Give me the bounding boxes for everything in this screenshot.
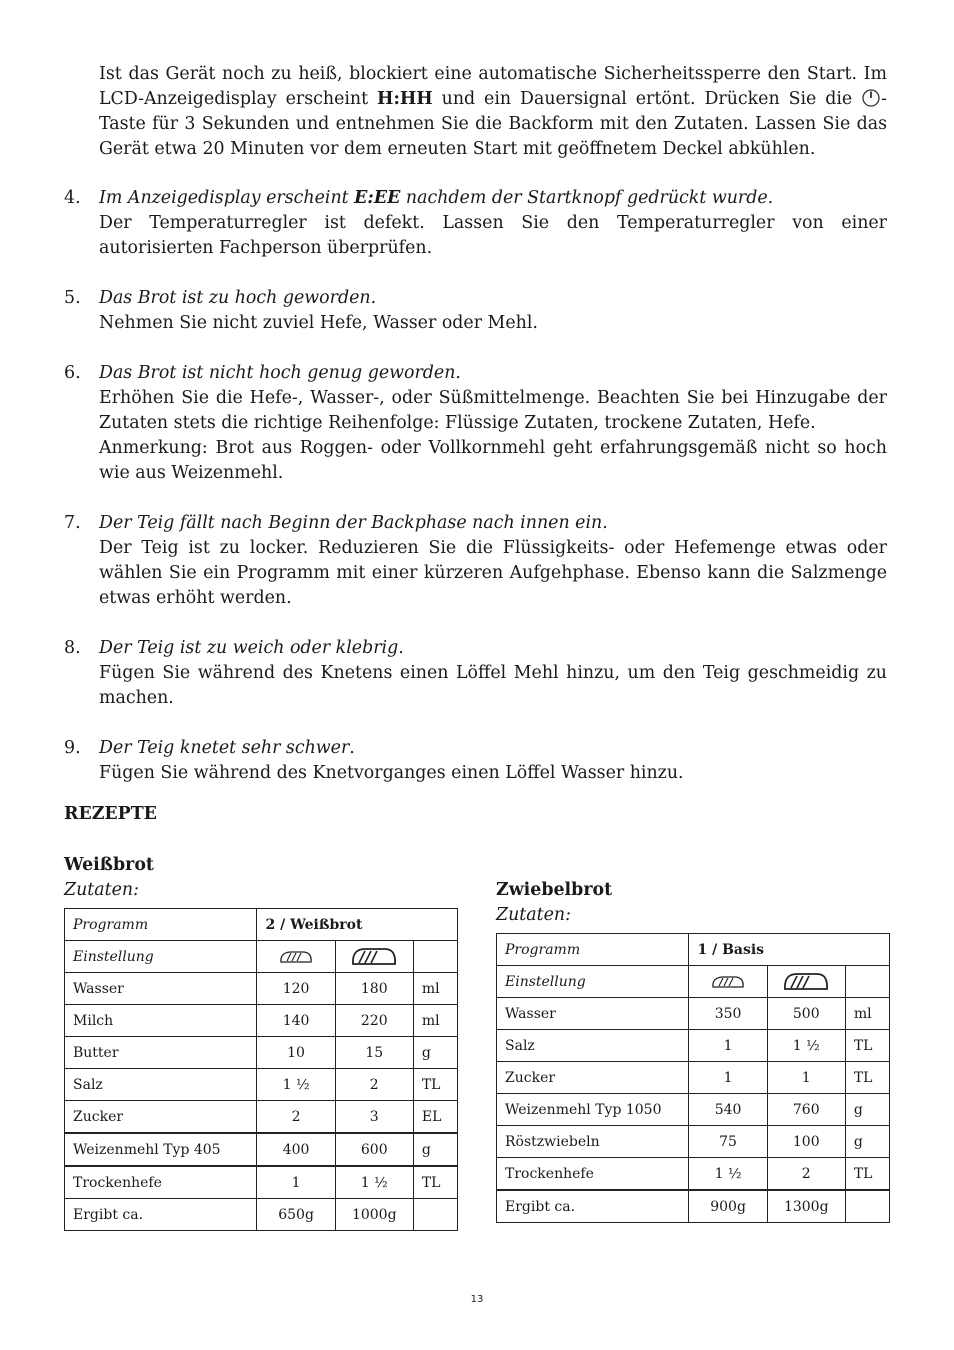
table-row [497, 1190, 890, 1223]
faq-answer: Erhöhen Sie die Hefe-, Wasser-, oder Süßmittelmenge. Beachten Sie bei Hinzugabe der Zutaten stets die richtige Reihenfolge: Flüssige Zutaten, trockene Zutaten, Hefe. [99, 388, 887, 433]
table-row [65, 941, 458, 973]
faq-answer: Der Teig ist zu locker. Reduzieren Sie die Flüssigkeits- oder Hefemenge etwas oder wählen Sie ein Programm mit einer kürzeren Aufgehphase. Ebenso kann die Salzmenge etwas erhöht werden. [99, 538, 887, 608]
amount-large: 1 ½ [335, 1166, 413, 1199]
ingredient-name: Ergibt ca. [65, 1199, 257, 1231]
table-row [65, 909, 458, 941]
recipe-weissbrot [64, 853, 458, 1231]
ingredient-name: Trockenhefe [65, 1166, 257, 1199]
amount-large: 500 [767, 998, 845, 1030]
amount-unit: g [413, 1037, 457, 1069]
ingredient-name: Trockenhefe [497, 1158, 689, 1191]
faq-question: Der Teig ist zu weich oder klebrig. [99, 638, 404, 658]
table-row [65, 1037, 458, 1069]
recipe-subtitle: Zutaten: [496, 905, 571, 925]
amount-small: 1 [689, 1030, 767, 1062]
page-number: 13 [470, 1294, 484, 1305]
amount-small: 350 [689, 998, 767, 1030]
faq-number: 4. [64, 188, 81, 208]
setting-label: Einstellung [65, 941, 257, 973]
large-loaf-icon [782, 971, 830, 993]
setting-small [689, 966, 767, 998]
amount-unit: g [413, 1133, 457, 1166]
setting-label: Einstellung [497, 966, 689, 998]
ingredient-name: Salz [497, 1030, 689, 1062]
faq-number: 5. [64, 288, 81, 308]
faq-item-5 [64, 286, 887, 336]
table-row [497, 1126, 890, 1158]
faq-question-text: Der Teig knetet sehr schwer [99, 738, 350, 758]
amount-small: 1 [257, 1166, 335, 1199]
faq-number: 6. [64, 363, 81, 383]
table-row [65, 1101, 458, 1134]
faq-item-9 [64, 736, 887, 786]
error-code-hhh: H:HH [377, 89, 433, 109]
program-label: Programm [497, 934, 689, 966]
faq-question [99, 186, 887, 211]
faq-item-8 [64, 636, 887, 711]
amount-small: 1 [689, 1062, 767, 1094]
amount-unit: TL [413, 1069, 457, 1101]
table-row [497, 966, 890, 998]
table-row [497, 1062, 890, 1094]
ingredient-name: Ergibt ca. [497, 1190, 689, 1223]
amount-small: 140 [257, 1005, 335, 1037]
faq-item-6 [64, 361, 887, 486]
recipe-title: Weißbrot [64, 855, 154, 875]
table-row [65, 1199, 458, 1231]
program-label: Programm [65, 909, 257, 941]
small-loaf-icon [278, 949, 314, 965]
intro-text-2: und ein Dauersignal ertönt. Drücken Sie die [432, 89, 862, 109]
amount-small: 900g [689, 1190, 767, 1223]
table-row [65, 1133, 458, 1166]
amount-unit: ml [413, 1005, 457, 1037]
amount-small: 2 [257, 1101, 335, 1134]
table-row [497, 1158, 890, 1191]
table-row [65, 1005, 458, 1037]
amount-small: 1 ½ [689, 1158, 767, 1191]
intro-text-1: Ist das Gerät noch zu heiß, blockiert eine automatische Sicherheitssperre den Start. Im LCD-Anzeigedisplay erscheint [99, 64, 887, 109]
amount-unit: ml [413, 973, 457, 1005]
recipe-zwiebelbrot [496, 878, 890, 1223]
table-row [497, 1030, 890, 1062]
table-row [497, 998, 890, 1030]
amount-large: 600 [335, 1133, 413, 1166]
amount-large: 3 [335, 1101, 413, 1134]
faq-answer: Fügen Sie während des Knetvorganges einen Löffel Wasser hinzu. [99, 763, 684, 783]
amount-large: 2 [335, 1069, 413, 1101]
table-row [497, 934, 890, 966]
table-row [65, 1069, 458, 1101]
section-title: REZEPTE [64, 804, 157, 824]
amount-large: 1 [767, 1062, 845, 1094]
small-loaf-icon [710, 974, 746, 990]
amount-large: 760 [767, 1094, 845, 1126]
faq-question: Das Brot ist zu hoch geworden. [99, 288, 377, 308]
faq-answer: Fügen Sie während des Knetens einen Löffel Mehl hinzu, um den Teig geschmeidig zu machen. [99, 663, 887, 708]
amount-unit: TL [845, 1158, 889, 1191]
error-code-eee: E:EE [354, 188, 401, 208]
ingredient-name: Wasser [65, 973, 257, 1005]
ingredient-name: Wasser [497, 998, 689, 1030]
amount-unit: TL [413, 1166, 457, 1199]
setting-large [335, 941, 413, 973]
recipe-subtitle: Zutaten: [64, 880, 139, 900]
ingredient-name: Röstzwiebeln [497, 1126, 689, 1158]
ingredient-name: Zucker [497, 1062, 689, 1094]
ingredient-name: Weizenmehl Typ 1050 [497, 1094, 689, 1126]
power-button-icon [861, 88, 881, 108]
amount-small: 400 [257, 1133, 335, 1166]
faq-note: Anmerkung: Brot aus Roggen- oder Vollkornmehl geht erfahrungsgemäß nicht so hoch wie aus Weizenmehl. [99, 438, 887, 483]
amount-unit: EL [413, 1101, 457, 1134]
amount-small: 120 [257, 973, 335, 1005]
setting-unit [413, 941, 457, 973]
amount-unit: g [845, 1094, 889, 1126]
faq-number: 9. [64, 738, 81, 758]
amount-large: 220 [335, 1005, 413, 1037]
faq-item-7 [64, 511, 887, 611]
table-row [497, 1094, 890, 1126]
faq-answer: Nehmen Sie nicht zuviel Hefe, Wasser oder Mehl. [99, 313, 538, 333]
faq-number: 7. [64, 513, 81, 533]
faq-number: 8. [64, 638, 81, 658]
large-loaf-icon [350, 946, 398, 968]
amount-small: 650g [257, 1199, 335, 1231]
ingredient-name: Butter [65, 1037, 257, 1069]
amount-small: 540 [689, 1094, 767, 1126]
ingredients-table [64, 908, 458, 1231]
setting-small [257, 941, 335, 973]
table-row [65, 1166, 458, 1199]
faq-question: Das Brot ist nicht hoch genug geworden. [99, 363, 461, 383]
ingredient-name: Weizenmehl Typ 405 [65, 1133, 257, 1166]
faq-item-4 [64, 186, 887, 261]
faq-question-end: . [349, 738, 355, 758]
amount-small: 75 [689, 1126, 767, 1158]
amount-large: 1000g [335, 1199, 413, 1231]
amount-unit [845, 1190, 889, 1223]
amount-large: 1 ½ [767, 1030, 845, 1062]
amount-unit: TL [845, 1062, 889, 1094]
ingredients-table [496, 933, 890, 1223]
amount-small: 1 ½ [257, 1069, 335, 1101]
program-value: 2 / Weißbrot [257, 909, 458, 941]
ingredient-name: Zucker [65, 1101, 257, 1134]
faq-question [99, 736, 887, 761]
setting-unit [845, 966, 889, 998]
faq-question-text: Im Anzeigedisplay erscheint [99, 188, 355, 208]
setting-large [767, 966, 845, 998]
intro-paragraph [99, 62, 887, 162]
amount-unit: g [845, 1126, 889, 1158]
faq-answer: Der Temperaturregler ist defekt. Lassen Sie den Temperaturregler von einer autorisierten Fachperson überprüfen. [99, 213, 887, 258]
ingredient-name: Salz [65, 1069, 257, 1101]
amount-unit [413, 1199, 457, 1231]
amount-large: 2 [767, 1158, 845, 1191]
amount-unit: TL [845, 1030, 889, 1062]
amount-large: 15 [335, 1037, 413, 1069]
amount-large: 180 [335, 973, 413, 1005]
recipe-title: Zwiebelbrot [496, 880, 613, 900]
troubleshooting-list [64, 186, 887, 811]
intro-text-3: -Taste für 3 Sekunden und entnehmen Sie die Backform mit den Zutaten. Lassen Sie das Gerät etwa 20 Minuten vor dem erneuten Start mit geöffnetem Deckel abkühlen. [99, 89, 887, 159]
faq-question-text: nachdem der Startknopf gedrückt wurde. [400, 188, 774, 208]
program-value: 1 / Basis [689, 934, 890, 966]
faq-question: Der Teig fällt nach Beginn der Backphase nach innen ein. [99, 513, 608, 533]
amount-unit: ml [845, 998, 889, 1030]
amount-large: 100 [767, 1126, 845, 1158]
amount-large: 1300g [767, 1190, 845, 1223]
table-row [65, 973, 458, 1005]
ingredient-name: Milch [65, 1005, 257, 1037]
amount-small: 10 [257, 1037, 335, 1069]
